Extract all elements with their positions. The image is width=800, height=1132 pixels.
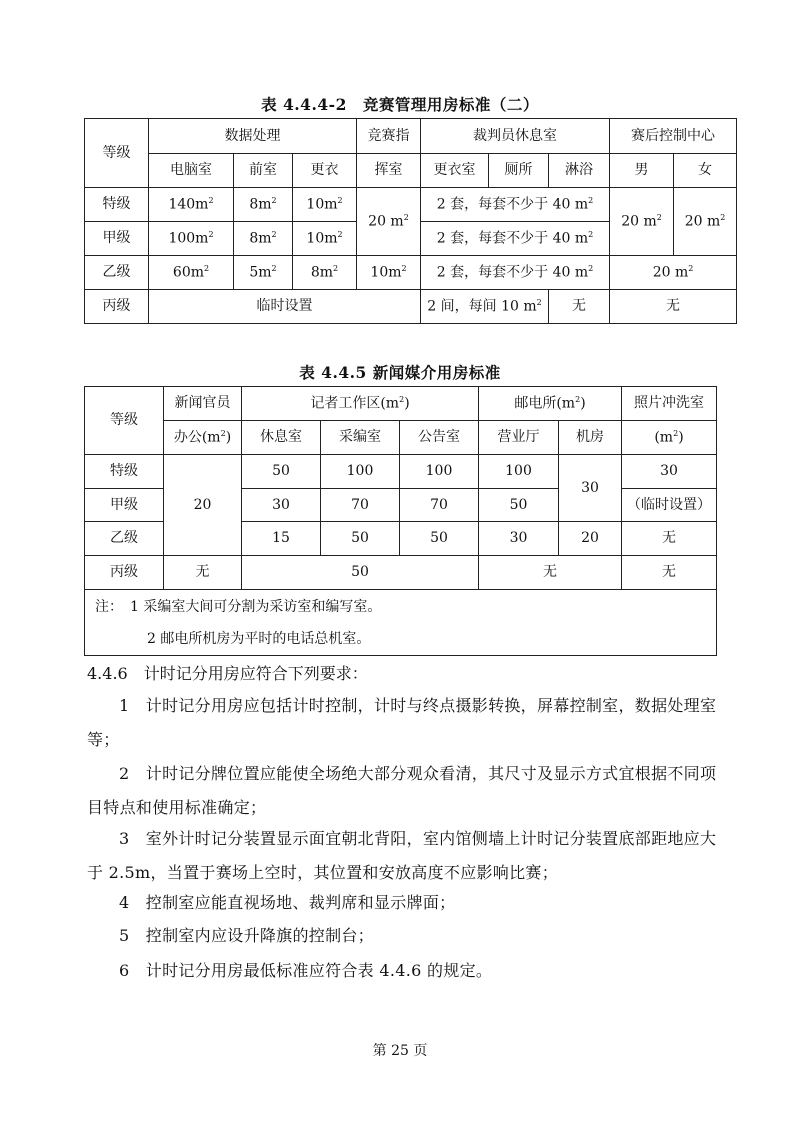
- t2-cell: 50: [321, 522, 400, 556]
- t1-header-anteroom: 前室: [234, 154, 293, 188]
- t2-header-hall: 营业厅: [479, 421, 559, 455]
- table2-caption: 表 4.4.5 新闻媒介用房标准: [299, 363, 501, 382]
- section-heading: 4.4.6 计时记分用房应符合下列要求：: [87, 664, 368, 683]
- clause-item-5: 5 控制室内应设升降旗的控制台；: [119, 926, 374, 945]
- t2-cell: 无: [622, 556, 717, 590]
- t1-cell: $8m^2$: [234, 222, 293, 256]
- t2-header-notice: 公告室: [400, 421, 479, 455]
- t1-header-data: 数据处理: [149, 119, 357, 154]
- t2-note-2: 2 邮电所机房为平时的电话总机室。: [147, 630, 371, 647]
- t1-cell: $10m^2$: [293, 222, 357, 256]
- t1-row-grade: 乙级: [85, 256, 149, 290]
- t2-cell: 70: [400, 489, 479, 522]
- t1-header-control: 赛后控制中心: [610, 119, 737, 154]
- t1-cell-control: 无: [610, 290, 737, 324]
- t1-header-shower: 淋浴: [549, 154, 610, 188]
- clause-item-4: 4 控制室应能直视场地、裁判席和显示牌面；: [119, 893, 456, 912]
- t1-header-female: 女: [674, 154, 737, 188]
- t1-row-grade: 甲级: [85, 222, 149, 256]
- table2: [84, 386, 717, 656]
- t2-row-grade: 甲级: [85, 489, 164, 522]
- clause-item-1: 1 计时记分用房应包括计时控制，计时与终点摄影转换，屏幕控制室，数据处理室等；: [87, 696, 717, 749]
- t2-cell-reporter-merged: 50: [242, 556, 479, 590]
- t1-header-computer: 电脑室: [149, 154, 234, 188]
- t1-header-toilet: 厕所: [489, 154, 549, 188]
- t2-cell: 无: [622, 522, 717, 556]
- t2-cell: 50: [479, 489, 559, 522]
- t2-header-official-b: 办公$(m^2)$: [164, 421, 242, 455]
- page-number: 第 25 页: [372, 1043, 428, 1059]
- t1-cell: $5m^2$: [234, 256, 293, 290]
- t1-header-male: 男: [610, 154, 674, 188]
- t2-header-edit: 采编室: [321, 421, 400, 455]
- t2-cell: 30: [479, 522, 559, 556]
- t2-cell-machine-merged: 30: [559, 455, 622, 522]
- clause-item-2: 2 计时记分牌位置应能使全场绝大部分观众看清，其尺寸及显示方式宜根据不同项目特点和使用标准确定；: [87, 764, 717, 817]
- t1-cell-data-temp: 临时设置: [149, 290, 421, 324]
- t1-row-grade: 丙级: [85, 290, 149, 324]
- t2-header-post: 邮电所$(m^2)$: [479, 387, 622, 421]
- t1-cell: $8m^2$: [234, 188, 293, 222]
- t1-cell-control-female: 20 $m^2$: [674, 188, 737, 256]
- t1-cell-referee: 2 套，每套不少于 40 $m^2$: [421, 188, 610, 222]
- t1-cell-control-male: 20 $m^2$: [610, 188, 674, 256]
- table1: [84, 118, 737, 324]
- t1-row-grade: 特级: [85, 188, 149, 222]
- t2-cell: 15: [242, 522, 321, 556]
- t2-notes: [85, 590, 717, 656]
- t2-row-grade: 特级: [85, 455, 164, 489]
- t2-cell: 50: [242, 455, 321, 489]
- t2-header-photo-a: 照片冲洗室: [622, 387, 717, 421]
- t2-cell: 20: [559, 522, 622, 556]
- t2-cell-official-merged: 20: [164, 455, 242, 556]
- t1-header-comp-b: 挥室: [357, 154, 421, 188]
- t2-cell-photo-merged-b: （临时设置）: [622, 489, 717, 522]
- t1-header-comp-a: 竞赛指: [357, 119, 421, 154]
- table1-caption: 表 4.4.4-2 竞赛管理用房标准（二）: [261, 95, 539, 114]
- clause-item-6: 6 计时记分用房最低标准应符合表 4.4.6 的规定。: [119, 961, 493, 980]
- t1-cell-referee-a: 2 间，每间 10 $m^2$: [421, 290, 549, 324]
- t2-note-1: 注： 1 采编室大间可分割为采访室和编写室。: [95, 598, 382, 615]
- t1-cell-control: 20 $m^2$: [610, 256, 737, 290]
- t1-header-grade: 等级: [85, 119, 149, 188]
- t1-cell: $10m^2$: [293, 188, 357, 222]
- t1-cell: $10m^2$: [357, 256, 421, 290]
- t1-cell: $8m^2$: [293, 256, 357, 290]
- t2-cell-post-merged: 无: [479, 556, 622, 590]
- t1-header-change: 更衣: [293, 154, 357, 188]
- t2-cell: 70: [321, 489, 400, 522]
- t2-header-official-a: 新闻官员: [164, 387, 242, 421]
- t1-header-change-room: 更衣室: [421, 154, 489, 188]
- t1-cell: $100m^2$: [149, 222, 234, 256]
- t2-header-grade: 等级: [85, 387, 164, 455]
- t2-cell: 100: [400, 455, 479, 489]
- t2-row-grade: 丙级: [85, 556, 164, 590]
- t2-cell: 100: [321, 455, 400, 489]
- t1-cell-referee-b: 无: [549, 290, 610, 324]
- t2-header-rest: 休息室: [242, 421, 321, 455]
- t1-cell-referee: 2 套，每套不少于 40 $m^2$: [421, 256, 610, 290]
- clause-item-3: 3 室外计时记分装置显示面宜朝北背阳，室内馆侧墙上计时记分装置底部距地应大于 2.5m，当置于赛场上空时，其位置和安放高度不应影响比赛；: [87, 829, 717, 882]
- t2-header-reporter: 记者工作区$(m^2)$: [242, 387, 479, 421]
- t1-cell-referee: 2 套，每套不少于 40 $m^2$: [421, 222, 610, 256]
- t2-header-machine: 机房: [559, 421, 622, 455]
- t2-cell: 无: [164, 556, 242, 590]
- t1-cell: $140m^2$: [149, 188, 234, 222]
- t1-header-referee: 裁判员休息室: [421, 119, 610, 154]
- t1-cell-comp-merged: 20 $m^2$: [357, 188, 421, 256]
- t2-cell: 30: [242, 489, 321, 522]
- t2-row-grade: 乙级: [85, 522, 164, 556]
- t1-cell: $60m^2$: [149, 256, 234, 290]
- t2-cell: 100: [479, 455, 559, 489]
- t2-cell-photo-merged-a: 30: [622, 455, 717, 489]
- t2-header-photo-b: $(m^2)$: [622, 421, 717, 455]
- t2-cell: 50: [400, 522, 479, 556]
